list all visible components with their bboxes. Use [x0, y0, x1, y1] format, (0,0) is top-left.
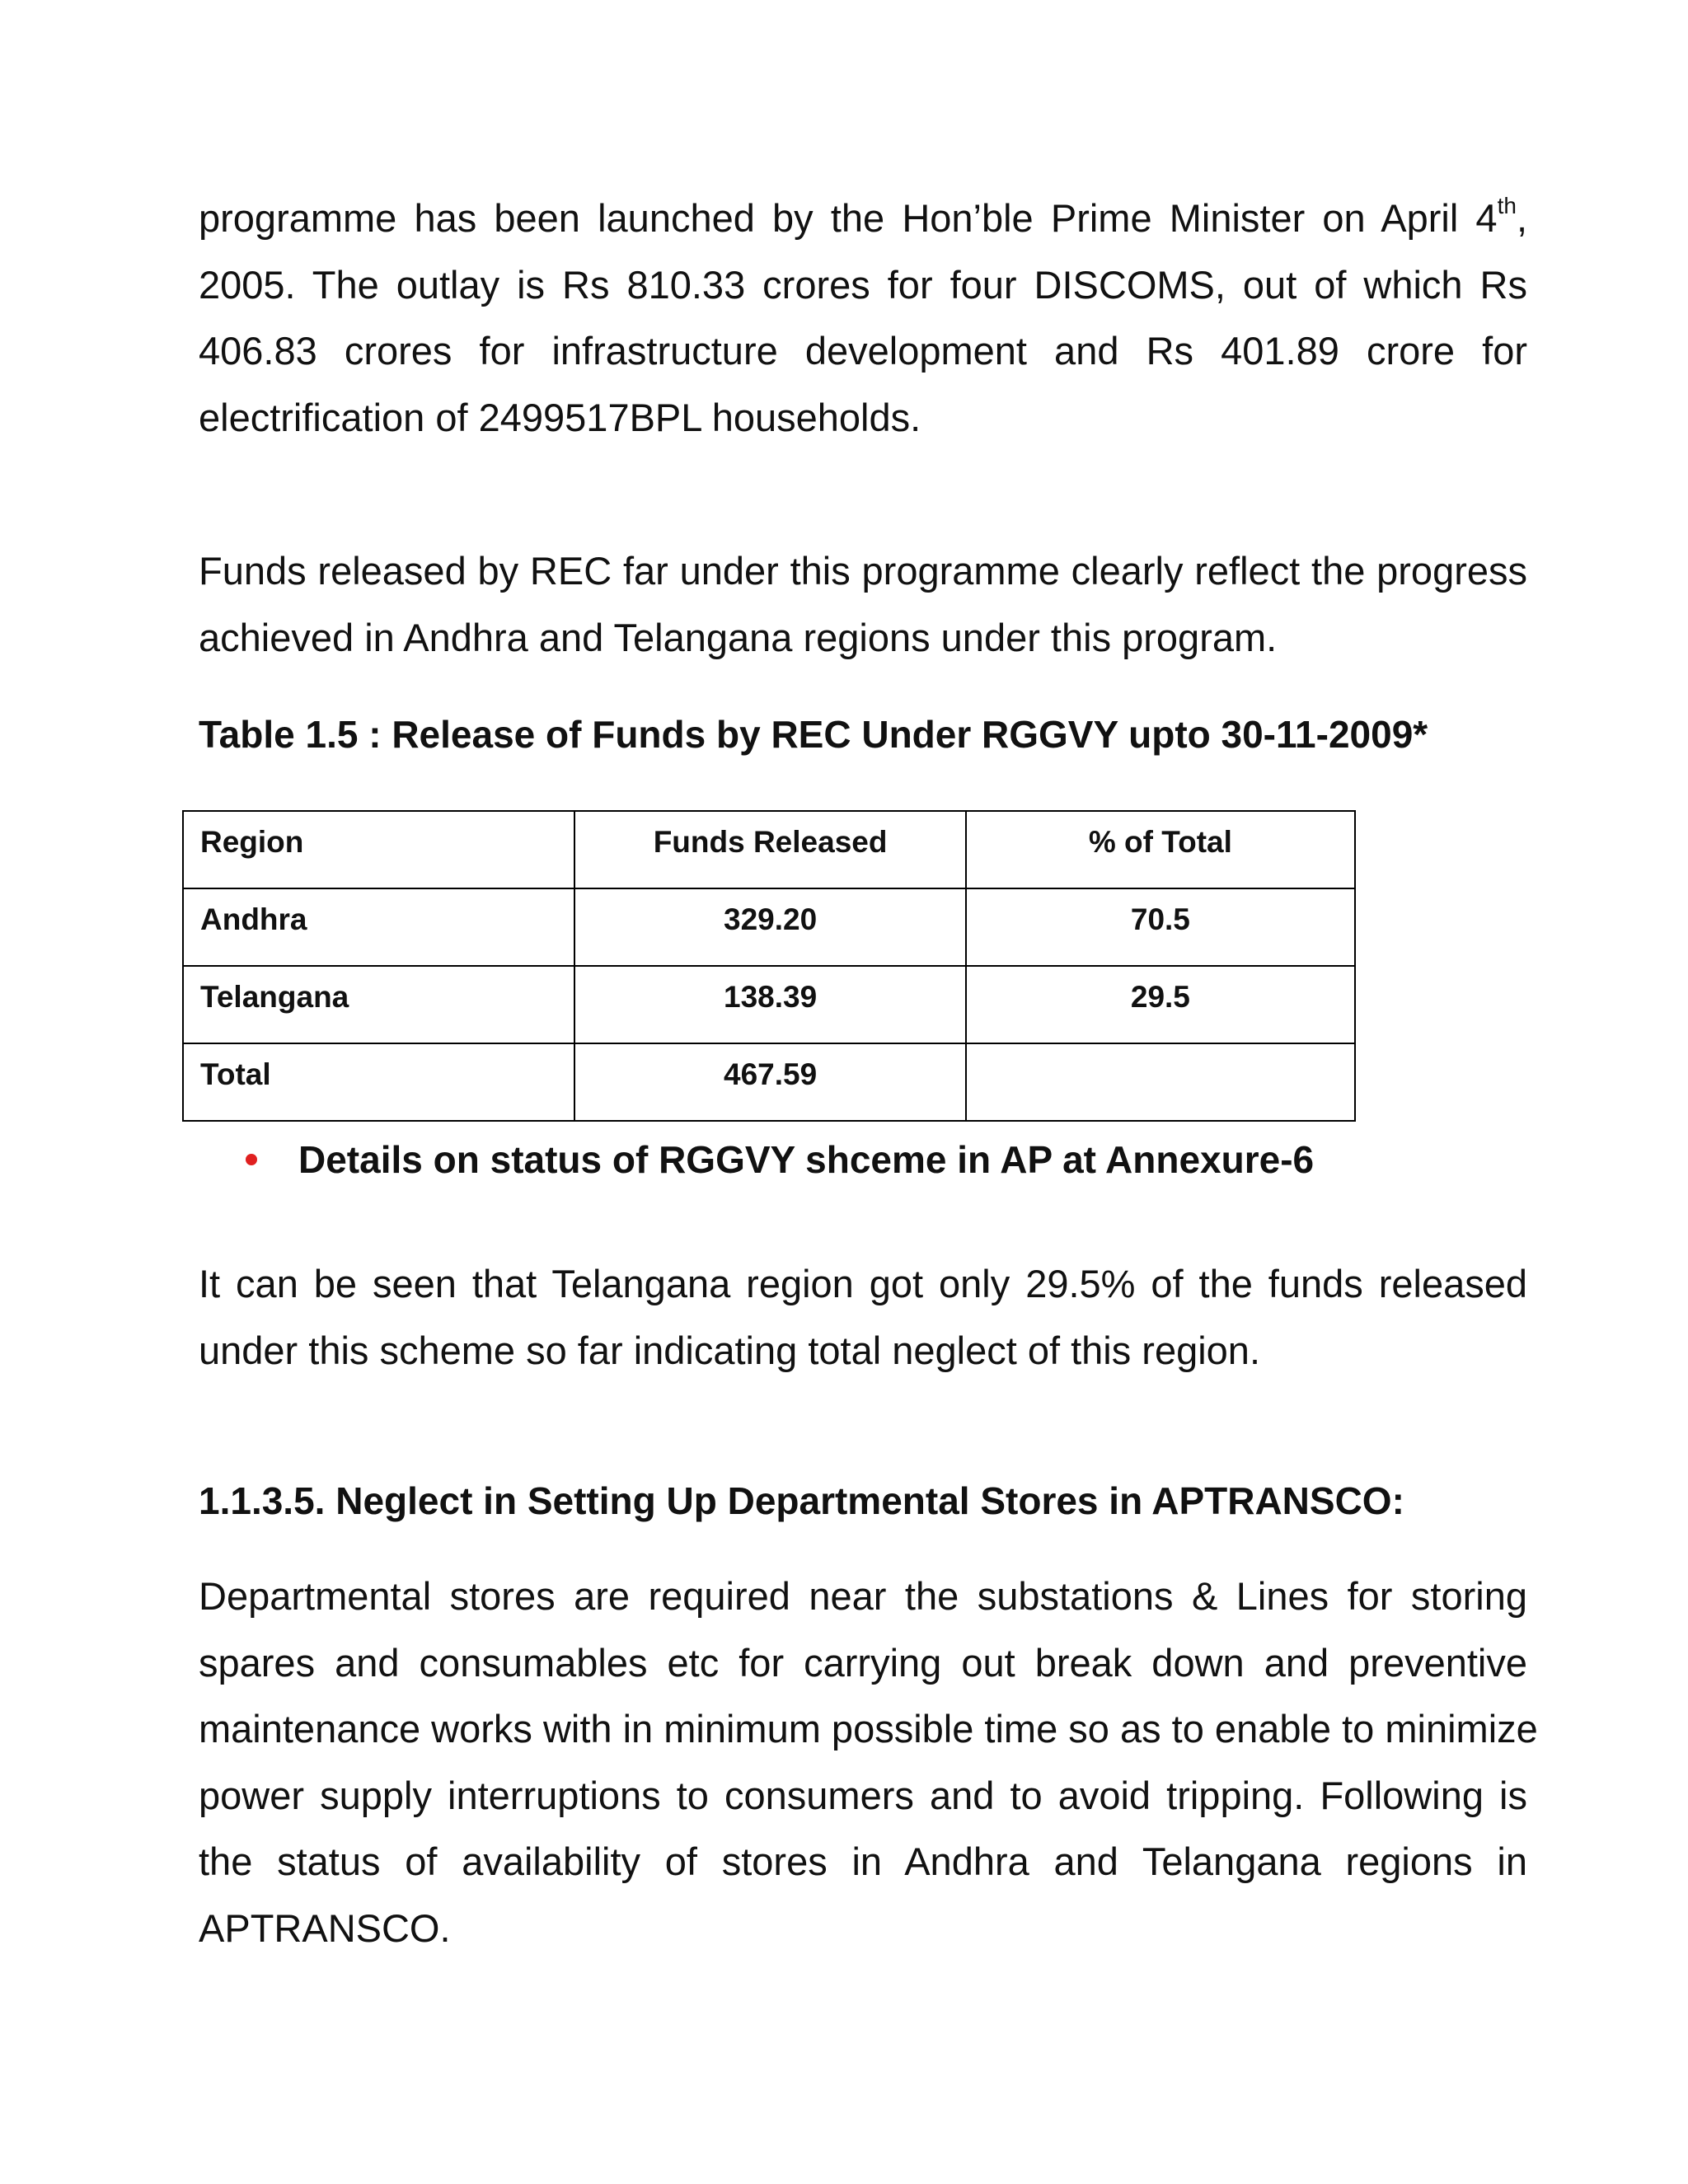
table-cell: 467.59 — [574, 1043, 965, 1121]
bullet-dot-icon — [246, 1154, 257, 1165]
paragraph-line: spares and consumables etc for carrying out break down and preventive — [199, 1640, 1527, 1685]
bullet-item — [246, 1137, 1314, 1182]
paragraph-line: achieved in Andhra and Telangana regions under this program. — [199, 615, 1278, 659]
table-cell — [966, 1043, 1355, 1121]
table-header-cell: Region — [183, 811, 574, 888]
paragraph-line — [199, 185, 1527, 252]
paragraph-line: 2005. The outlay is Rs 810.33 crores for four DISCOMS, out of which Rs — [199, 262, 1527, 307]
paragraph-funds-released — [199, 538, 1527, 671]
table-header-row — [183, 811, 1355, 888]
table-cell: 329.20 — [574, 888, 965, 966]
table-cell: Telangana — [183, 966, 574, 1043]
table-cell: 138.39 — [574, 966, 965, 1043]
table-row — [183, 888, 1355, 966]
table-cell: Total — [183, 1043, 574, 1121]
funds-table — [182, 810, 1356, 1122]
paragraph-line: power supply interruptions to consumers and to avoid tripping. Following is — [199, 1773, 1527, 1817]
paragraph-line: Departmental stores are required near the substations & Lines for storing — [199, 1574, 1527, 1618]
paragraph-line: APTRANSCO. — [199, 1905, 451, 1950]
bullet-text: Details on status of RGGVY shceme in AP at Annexure-6 — [298, 1138, 1315, 1181]
paragraph-line: 406.83 crores for infrastructure development and Rs 401.89 crore for — [199, 329, 1527, 373]
table-row — [183, 1043, 1355, 1121]
table-header-cell: % of Total — [966, 811, 1355, 888]
paragraph-line: maintenance works with in minimum possible time so as to enable to minimize — [199, 1707, 1538, 1750]
table-cell: 29.5 — [966, 966, 1355, 1043]
paragraph-departmental-stores — [199, 1563, 1538, 1961]
line-text: programme has been launched by the Hon’ble Prime Minister on April 4 — [199, 196, 1498, 240]
line-text: , — [1516, 196, 1527, 240]
table-row — [183, 966, 1355, 1043]
paragraph-line: Funds released by REC far under this programme clearly reflect the progress — [199, 549, 1527, 593]
paragraph-line: electrification of 2499517BPL households. — [199, 395, 921, 439]
paragraph-line: under this scheme so far indicating total neglect of this region. — [199, 1328, 1261, 1372]
paragraph-line: the status of availability of stores in Andhra and Telangana regions in — [199, 1840, 1527, 1883]
section-heading: 1.1.3.5. Neglect in Setting Up Departmental Stores in APTRANSCO: — [199, 1479, 1404, 1522]
paragraph-telangana-share — [199, 1251, 1527, 1384]
superscript: th — [1497, 193, 1517, 218]
paragraph-rggvy-launch — [199, 185, 1527, 451]
table-cell: Andhra — [183, 888, 574, 966]
paragraph-line: It can be seen that Telangana region got only 29.5% of the funds released — [199, 1262, 1527, 1305]
table-caption: Table 1.5 : Release of Funds by REC Under RGGVY upto 30-11-2009* — [199, 713, 1428, 756]
table-header-cell: Funds Released — [574, 811, 965, 888]
table-cell: 70.5 — [966, 888, 1355, 966]
